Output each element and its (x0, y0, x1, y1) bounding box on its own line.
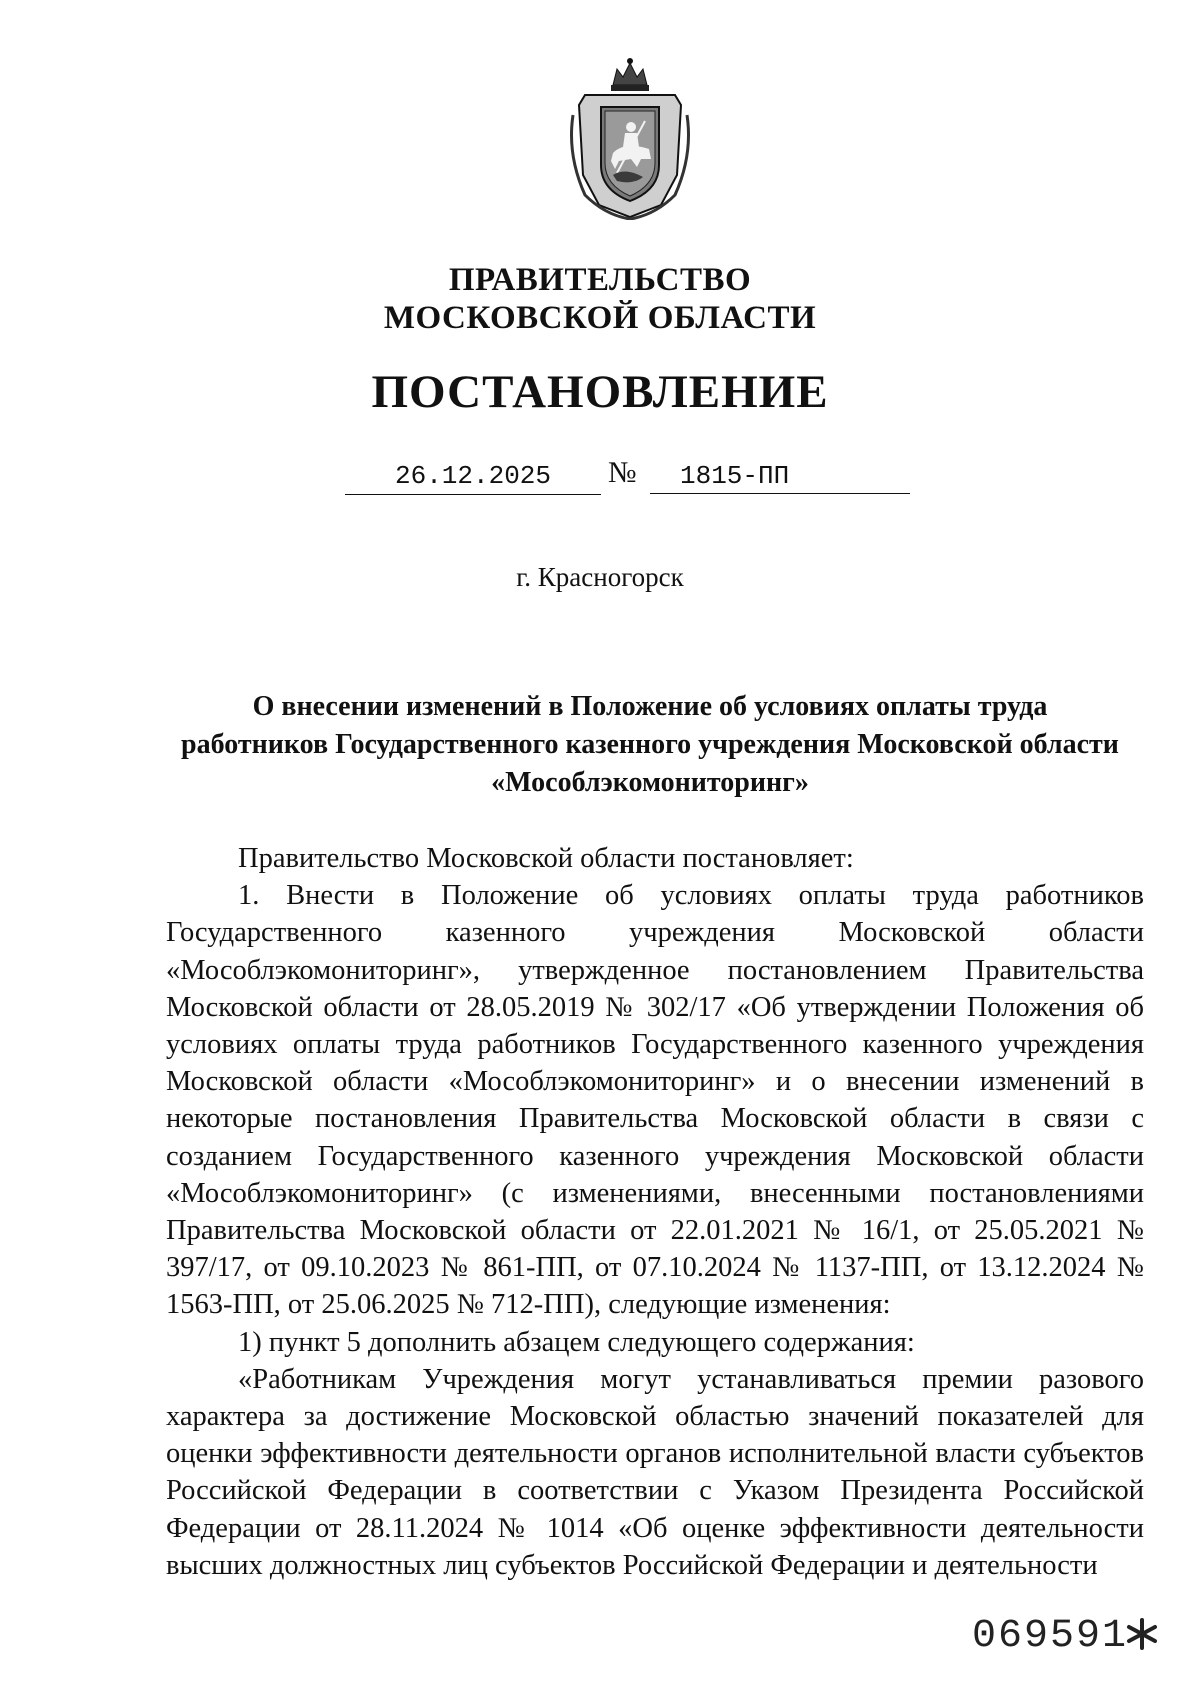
organization-name-line1: ПРАВИТЕЛЬСТВО (448, 262, 752, 298)
issue-city: г. Красногорск (516, 562, 684, 592)
subject-line1: О внесении изменений в Положение об условиях оплаты труда (252, 691, 1048, 722)
document-subject (170, 688, 1130, 802)
document-body (166, 840, 1144, 1584)
moscow-oblast-coat-of-arms-icon (565, 55, 695, 220)
number-sign: № (608, 456, 637, 489)
serial-number: 069591 (972, 1614, 1129, 1659)
body-paragraph-preamble: Правительство Московской области постановляет: (238, 843, 854, 874)
organization-name-line2: МОСКОВСКОЙ ОБЛАСТИ (383, 300, 817, 336)
document-number: 1815-ПП (650, 458, 910, 494)
body-paragraph-subitem1: 1) пункт 5 дополнить абзацем следующего содержания: (238, 1326, 915, 1358)
asterisk-star-icon (1124, 1616, 1160, 1652)
body-paragraph-item1: 1. Внести в Положение об условиях оплаты труда работников Государственного казенного учреждения Московской области «Мособлэкомониторинг», утвержденное постановлением Правительства Московской области от 28.05.2019 № 302/17 «Об утверждении Положения об условиях оплаты труда работников Государственного казенного учреждения Московской области «Мособлэкомониторинг» и о внесении изменений в некоторые постановления Правительства Московской области в связи с созданием Государственного казенного учреждения Московской области «Мособлэкомониторинг» (с изменениями, внесенными постановлениями Правительства Московской области от 22.01.2021 № 16/1, от 25.05.2021 № 397/17, от 09.10.2023 № 861-ПП, от 07.10.2024 № 1137-ПП, от 13.12.2024 № 1563-ПП, от 25.06.2025 № 712-ПП), следующие изменения: (166, 880, 1144, 1321)
document-date: 26.12.2025 (345, 458, 601, 495)
document-type-title: ПОСТАНОВЛЕНИЕ (371, 366, 829, 418)
body-paragraph-quote: «Работникам Учреждения могут устанавливаться премии разового характера за достижение Московской областью значений показателей для оценки эффективности деятельности органов исполнительной власти субъектов Российской Федерации в соответствии с Указом Президента Российской Федерации от 28.11.2024 № 1014 «Об оценке эффективности деятельности высших должностных лиц субъектов Российской Федерации и деятельности (166, 1363, 1144, 1581)
subject-line2: работников Государственного казенного учреждения Московской области (181, 729, 1119, 760)
subject-line3: «Мособлэкомониторинг» (491, 767, 809, 798)
